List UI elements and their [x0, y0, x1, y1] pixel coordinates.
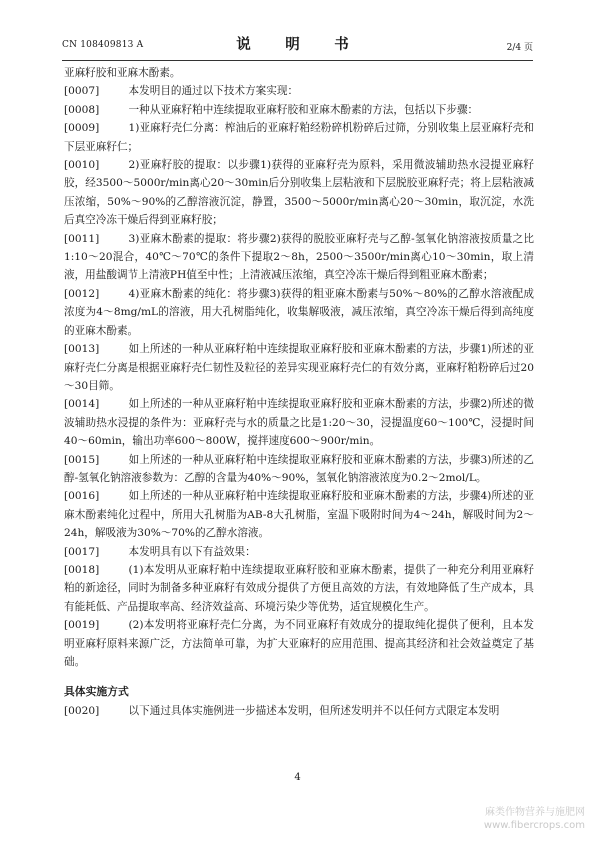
paragraph-number: [0015] [64, 453, 100, 466]
paragraph-text: 本发明具有以下有益效果： [128, 545, 256, 558]
paragraph-text: 3)亚麻木酚素的提取：将步骤2)获得的脱胶亚麻籽壳与乙醇-氢氧化钠溶液按质量之比1:10～20混合，40℃～70℃的条件下提取2～8h，2500～3500r/min离心10～30min，取上清液，用盐酸调节上清液PH值至中性；上清液减压浓缩，真空冷冻干燥后得到粗亚麻木酚素； [64, 232, 534, 282]
paragraph-continuation: 亚麻籽胶和亚麻木酚素。 [64, 67, 181, 79]
paragraph-number: [0017] [64, 545, 100, 558]
paragraph-text: 如上所述的一种从亚麻籽粕中连续提取亚麻籽胶和亚麻木酚素的方法，步骤3)所述的乙醇-氢氧化钠溶液参数为：乙醇的含量为40%～90%，氢氧化钠溶液浓度为0.2～2mol/L。 [64, 453, 534, 484]
paragraph-text: 4)亚麻木酚素的纯化：将步骤3)获得的粗亚麻木酚素与50%～80%的乙醇水溶液配成浓度为4～8mg/mL的溶液，用大孔树脂纯化，收集解吸液，减压浓缩，真空冷冻干燥后得到高纯度的亚麻木酚素。 [64, 287, 534, 337]
paragraph-0009 [64, 119, 534, 156]
paragraph-text: 以下通过具体实施例进一步描述本发明，但所述发明并不以任何方式限定本发明 [128, 704, 500, 717]
paragraph-number: [0016] [64, 490, 100, 503]
paragraph-number: [0014] [64, 398, 100, 411]
page-indicator: 2/4 页 [506, 43, 533, 53]
publication-number: CN 108409813 A [62, 40, 144, 50]
document-body [64, 64, 534, 720]
paragraph-number: [0020] [64, 704, 100, 717]
paragraph-0019 [64, 616, 534, 671]
page-header [62, 30, 533, 56]
document-title: 说 明 书 [236, 37, 359, 53]
paragraph-text: 如上所述的一种从亚麻籽粕中连续提取亚麻籽胶和亚麻木酚素的方法，步骤4)所述的亚麻木酚素纯化过程中，所用大孔树脂为AB-8大孔树脂，室温下吸附时间为4～24h，解吸时间为2～24h，解吸液为30%～70%的乙醇水溶液。 [64, 490, 534, 540]
section-heading: 具体实施方式 [64, 685, 129, 699]
paragraph-0011 [64, 230, 534, 285]
paragraph-0012 [64, 285, 534, 340]
paragraph-number: [0018] [64, 563, 100, 576]
watermark-url: www.fibercrops.com [483, 820, 585, 831]
paragraph-text: 如上所述的一种从亚麻籽粕中连续提取亚麻籽胶和亚麻木酚素的方法，步骤1)所述的亚麻籽壳仁分离是根据亚麻籽壳仁韧性及粒径的差异实现亚麻籽壳仁的有效分离，亚麻籽粕粉碎后过20～30目筛。 [64, 343, 534, 392]
paragraph-text: (1)本发明从亚麻籽粕中连续提取亚麻籽胶和亚麻木酚素，提供了一种充分利用亚麻籽粕的新途径，同时为制备多种亚麻籽有效成分提供了方便且高效的方法，有效地降低了生产成本，具有能耗低、产品提取率高、经济效益高、环境污染少等优势，适宜规模化生产。 [64, 563, 534, 613]
paragraph-number: [0009] [64, 122, 100, 135]
paragraph-0018 [64, 561, 534, 616]
paragraph-0007 [64, 82, 534, 100]
paragraph-number: [0013] [64, 343, 100, 356]
paragraph-0014 [64, 395, 534, 450]
page-number: 4 [294, 772, 301, 783]
paragraph-0010 [64, 156, 534, 230]
paragraph-text: 如上所述的一种从亚麻籽粕中连续提取亚麻籽胶和亚麻木酚素的方法，步骤2)所述的微波辅助热水浸提的条件为：亚麻籽壳与水的质量之比是1:20～30，浸提温度60～100℃，浸提时间40～60min，输出功率600～800W，搅拌速度600～900r/min。 [64, 398, 534, 448]
paragraph-text: 2)亚麻籽胶的提取：以步骤1)获得的亚麻籽壳为原料，采用微波辅助热水浸提亚麻籽胶，经3500～5000r/min离心20～30min后分别收集上层粘液和下层脱胶亚麻籽壳；将上层粘液减压浓缩，50%～90%的乙醇溶液沉淀，静置，3500～5000r/min离心20～30min，取沉淀，水洗后真空冷冻干燥后得到亚麻籽胶； [64, 159, 534, 227]
paragraph-number: [0019] [64, 619, 100, 632]
watermark-name: 麻类作物营养与施肥网 [485, 807, 585, 818]
header-rule [62, 60, 533, 61]
site-watermark [484, 806, 585, 832]
paragraph-number: [0010] [64, 159, 100, 172]
paragraph-0008 [64, 101, 534, 119]
paragraph-number: [0012] [64, 287, 100, 300]
paragraph-text: 一种从亚麻籽粕中连续提取亚麻籽胶和亚麻木酚素的方法，包括以下步骤： [128, 103, 479, 116]
paragraph-number: [0008] [64, 103, 100, 116]
paragraph-0016 [64, 487, 534, 542]
paragraph-text: (2)本发明将亚麻籽壳仁分离，为不同亚麻籽有效成分的提取纯化提供了便利，且本发明亚麻籽原料来源广泛，方法简单可靠，为扩大亚麻籽的应用范围、提高其经济和社会效益奠定了基础。 [64, 619, 534, 668]
paragraph-0015 [64, 451, 534, 488]
paragraph-0020 [64, 702, 534, 720]
paragraph-text: 本发明目的通过以下技术方案实现： [128, 85, 299, 98]
paragraph-text: 1)亚麻籽壳仁分离：榨油后的亚麻籽粕经粉碎机粉碎后过筛，分别收集上层亚麻籽壳和下层亚麻籽仁； [64, 122, 534, 153]
paragraph-0013 [64, 340, 534, 395]
paragraph-0017 [64, 543, 534, 561]
paragraph-number: [0011] [64, 232, 100, 245]
paragraph-number: [0007] [64, 85, 100, 98]
